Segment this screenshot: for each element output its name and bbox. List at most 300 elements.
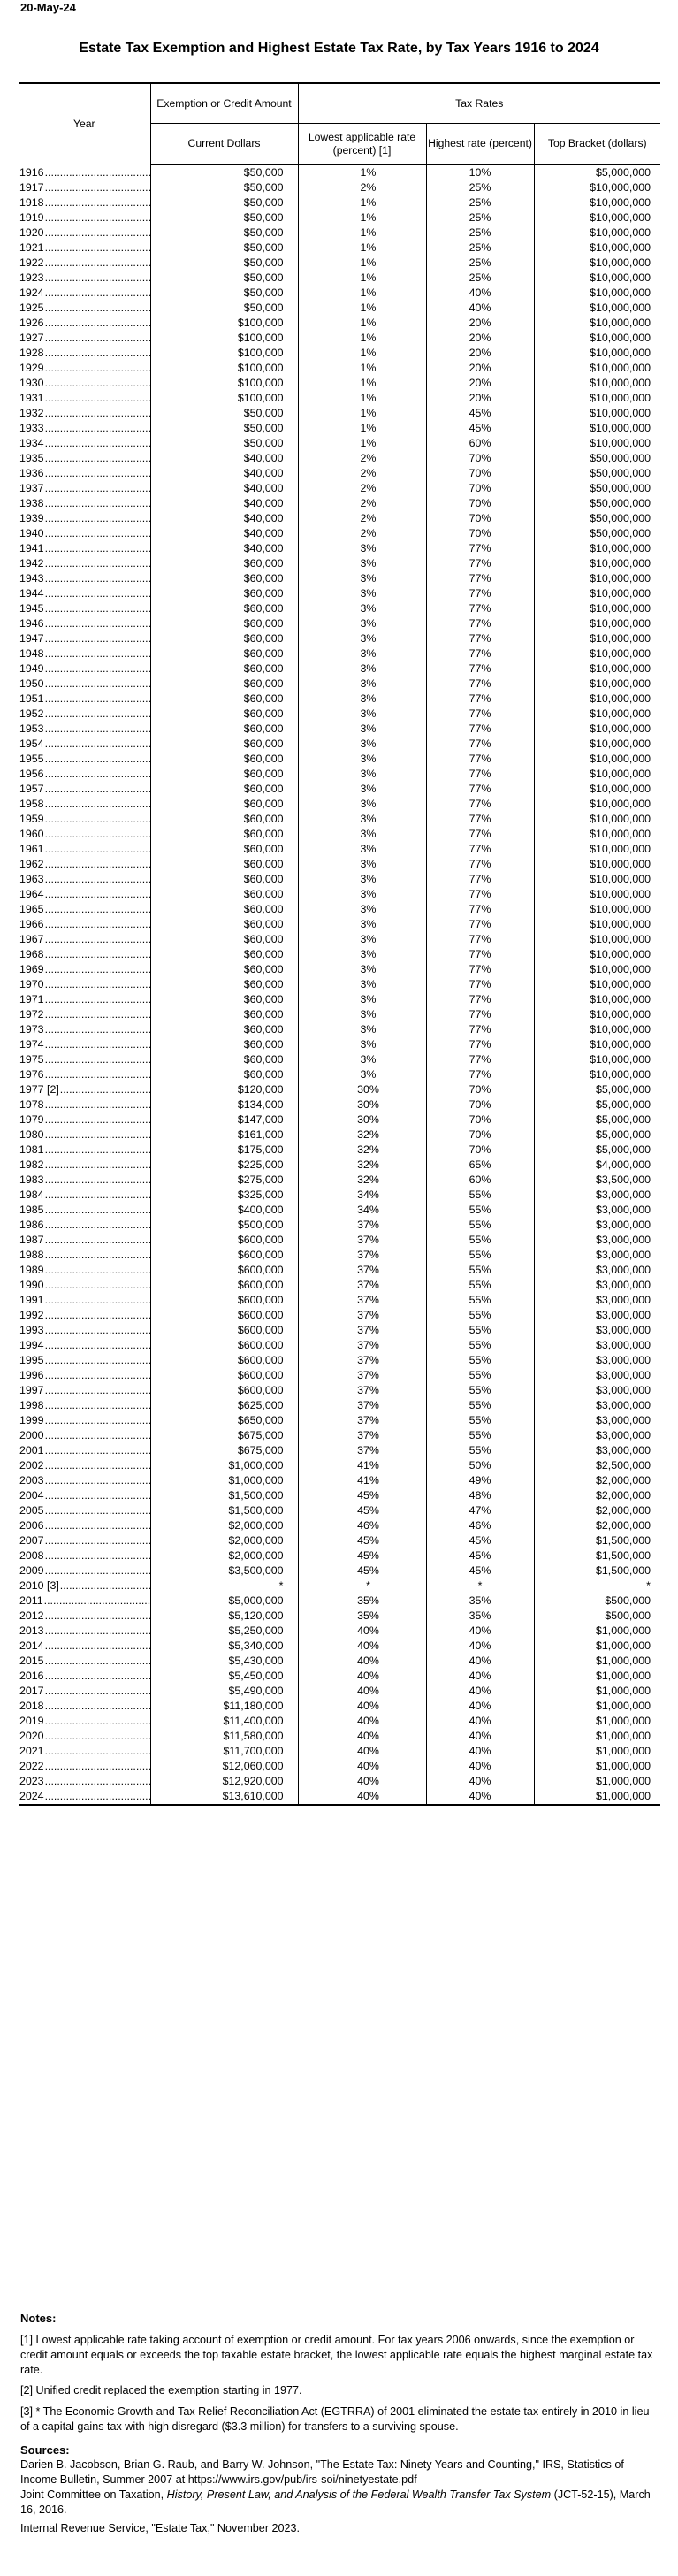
year-label: 2002 xyxy=(19,1459,44,1471)
lowest-rate-cell: 3% xyxy=(298,962,426,977)
highest-rate-cell: 70% xyxy=(426,481,534,496)
table-row xyxy=(19,1759,660,1774)
year-label: 1918 xyxy=(19,196,44,209)
year-cell xyxy=(19,586,150,601)
table-row xyxy=(19,466,660,481)
highest-rate-cell: 45% xyxy=(426,1548,534,1563)
year-cell xyxy=(19,1127,150,1143)
year-cell xyxy=(19,511,150,526)
highest-rate-cell: 55% xyxy=(426,1443,534,1458)
year-label: 2011 xyxy=(19,1594,43,1607)
lowest-rate-cell: 37% xyxy=(298,1353,426,1368)
year-cell xyxy=(19,692,150,707)
highest-rate-cell: 77% xyxy=(426,752,534,767)
year-label: 1955 xyxy=(19,753,44,765)
top-bracket-cell: $10,000,000 xyxy=(534,195,660,210)
year-label: 1986 xyxy=(19,1219,44,1231)
year-cell xyxy=(19,1173,150,1188)
top-bracket-cell: $50,000,000 xyxy=(534,481,660,496)
highest-rate-cell: 77% xyxy=(426,872,534,887)
exemption-cell: $675,000 xyxy=(150,1428,298,1443)
top-bracket-cell: $10,000,000 xyxy=(534,857,660,872)
highest-rate-cell: 40% xyxy=(426,1714,534,1729)
year-cell xyxy=(19,241,150,256)
year-cell xyxy=(19,436,150,451)
lowest-rate-cell: 2% xyxy=(298,526,426,541)
year-label: 1965 xyxy=(19,903,44,915)
highest-rate-cell: 40% xyxy=(426,1624,534,1639)
top-bracket-cell: $50,000,000 xyxy=(534,496,660,511)
highest-rate-cell: * xyxy=(426,1578,534,1594)
top-bracket-cell: $5,000,000 xyxy=(534,1112,660,1127)
highest-rate-cell: 77% xyxy=(426,1067,534,1082)
table-row xyxy=(19,917,660,932)
year-cell xyxy=(19,195,150,210)
top-bracket-cell: $3,000,000 xyxy=(534,1428,660,1443)
highest-rate-cell: 45% xyxy=(426,421,534,436)
top-bracket-cell: $4,000,000 xyxy=(534,1158,660,1173)
highest-rate-cell: 55% xyxy=(426,1398,534,1413)
exemption-cell: $50,000 xyxy=(150,164,298,180)
table-row xyxy=(19,1413,660,1428)
year-label: 2017 xyxy=(19,1685,44,1697)
year-cell xyxy=(19,1563,150,1578)
exemption-cell: $5,340,000 xyxy=(150,1639,298,1654)
lowest-rate-cell: 3% xyxy=(298,692,426,707)
year-label: 1922 xyxy=(19,256,44,269)
lowest-rate-cell: 3% xyxy=(298,1037,426,1052)
top-bracket-cell: $5,000,000 xyxy=(534,1097,660,1112)
year-cell xyxy=(19,180,150,195)
table-row xyxy=(19,1684,660,1699)
table-row xyxy=(19,1503,660,1518)
highest-rate-cell: 40% xyxy=(426,1729,534,1744)
top-bracket-cell: $10,000,000 xyxy=(534,887,660,902)
highest-rate-cell: 55% xyxy=(426,1203,534,1218)
exemption-cell: $60,000 xyxy=(150,962,298,977)
highest-rate-cell: 60% xyxy=(426,1173,534,1188)
top-bracket-cell: $10,000,000 xyxy=(534,947,660,962)
year-cell xyxy=(19,1398,150,1413)
highest-rate-cell: 55% xyxy=(426,1413,534,1428)
year-label: 1953 xyxy=(19,722,44,735)
exemption-cell: $40,000 xyxy=(150,496,298,511)
lowest-rate-cell: 1% xyxy=(298,376,426,391)
top-bracket-cell: $3,500,000 xyxy=(534,1173,660,1188)
year-cell xyxy=(19,1308,150,1323)
year-label: 2023 xyxy=(19,1775,44,1787)
year-label: 1978 xyxy=(19,1098,44,1111)
year-cell xyxy=(19,391,150,406)
top-bracket-cell: $10,000,000 xyxy=(534,406,660,421)
exemption-cell: $600,000 xyxy=(150,1308,298,1323)
exemption-cell: $2,000,000 xyxy=(150,1548,298,1563)
exemption-cell: $5,250,000 xyxy=(150,1624,298,1639)
year-label: 1928 xyxy=(19,347,44,359)
highest-rate-cell: 77% xyxy=(426,962,534,977)
top-bracket-cell: $10,000,000 xyxy=(534,256,660,271)
lowest-rate-cell: 3% xyxy=(298,737,426,752)
exemption-cell: $5,430,000 xyxy=(150,1654,298,1669)
top-bracket-cell: $10,000,000 xyxy=(534,210,660,225)
lowest-rate-cell: 37% xyxy=(298,1413,426,1428)
table-row xyxy=(19,586,660,601)
highest-rate-cell: 20% xyxy=(426,376,534,391)
year-cell xyxy=(19,1413,150,1428)
top-bracket-cell: $10,000,000 xyxy=(534,241,660,256)
year-cell xyxy=(19,616,150,631)
top-bracket-cell: $1,000,000 xyxy=(534,1774,660,1789)
highest-rate-cell: 55% xyxy=(426,1353,534,1368)
estate-tax-table xyxy=(19,82,660,1806)
year-label: 1985 xyxy=(19,1204,44,1216)
year-cell xyxy=(19,752,150,767)
highest-rate-cell: 40% xyxy=(426,1639,534,1654)
top-bracket-cell: $3,000,000 xyxy=(534,1218,660,1233)
table-row xyxy=(19,1052,660,1067)
year-cell xyxy=(19,1789,150,1805)
exemption-cell: $11,700,000 xyxy=(150,1744,298,1759)
year-cell xyxy=(19,1188,150,1203)
notes-section xyxy=(20,2311,659,2536)
year-cell xyxy=(19,1684,150,1699)
year-cell xyxy=(19,1744,150,1759)
top-bracket-cell: $10,000,000 xyxy=(534,180,660,195)
year-label: 1926 xyxy=(19,317,44,329)
highest-rate-cell: 40% xyxy=(426,1744,534,1759)
highest-rate-cell: 35% xyxy=(426,1609,534,1624)
exemption-cell: $600,000 xyxy=(150,1278,298,1293)
year-cell xyxy=(19,556,150,571)
top-bracket-cell: $3,000,000 xyxy=(534,1293,660,1308)
lowest-rate-cell: 3% xyxy=(298,992,426,1007)
exemption-cell: $11,400,000 xyxy=(150,1714,298,1729)
exemption-cell: $325,000 xyxy=(150,1188,298,1203)
highest-rate-cell: 70% xyxy=(426,526,534,541)
year-cell xyxy=(19,631,150,646)
table-row xyxy=(19,271,660,286)
table-row xyxy=(19,782,660,797)
table-row xyxy=(19,1248,660,1263)
exemption-cell: $40,000 xyxy=(150,511,298,526)
table-row xyxy=(19,301,660,316)
table-row xyxy=(19,571,660,586)
top-bracket-cell: $5,000,000 xyxy=(534,1127,660,1143)
lowest-rate-cell: 41% xyxy=(298,1458,426,1473)
top-bracket-cell: $10,000,000 xyxy=(534,752,660,767)
highest-rate-cell: 77% xyxy=(426,917,534,932)
top-bracket-cell: $1,000,000 xyxy=(534,1684,660,1699)
table-row xyxy=(19,857,660,872)
source-2-prefix: Joint Committee on Taxation, xyxy=(20,2488,167,2501)
top-bracket-cell: $2,000,000 xyxy=(534,1503,660,1518)
year-cell xyxy=(19,782,150,797)
table-row xyxy=(19,1744,660,1759)
lowest-rate-cell: 30% xyxy=(298,1097,426,1112)
table-row xyxy=(19,1458,660,1473)
year-cell xyxy=(19,1503,150,1518)
year-cell xyxy=(19,872,150,887)
lowest-rate-cell: 1% xyxy=(298,241,426,256)
highest-rate-cell: 40% xyxy=(426,1789,534,1805)
year-cell xyxy=(19,1037,150,1052)
table-body xyxy=(19,164,660,1805)
top-bracket-cell: $50,000,000 xyxy=(534,526,660,541)
top-bracket-cell: $10,000,000 xyxy=(534,316,660,331)
exemption-cell: $40,000 xyxy=(150,526,298,541)
top-bracket-cell: $3,000,000 xyxy=(534,1353,660,1368)
lowest-rate-cell: 1% xyxy=(298,286,426,301)
table-row xyxy=(19,511,660,526)
lowest-rate-cell: 1% xyxy=(298,256,426,271)
lowest-rate-cell: 37% xyxy=(298,1218,426,1233)
lowest-rate-cell: 32% xyxy=(298,1143,426,1158)
highest-rate-cell: 45% xyxy=(426,1533,534,1548)
lowest-rate-cell: 3% xyxy=(298,1067,426,1082)
year-label: 1924 xyxy=(19,287,44,299)
lowest-rate-cell: 40% xyxy=(298,1669,426,1684)
year-cell xyxy=(19,1007,150,1022)
year-cell xyxy=(19,1729,150,1744)
year-label: 1939 xyxy=(19,512,44,524)
exemption-cell: $675,000 xyxy=(150,1443,298,1458)
top-bracket-cell: $10,000,000 xyxy=(534,902,660,917)
lowest-rate-cell: 37% xyxy=(298,1428,426,1443)
year-label: 1969 xyxy=(19,963,44,975)
table-row xyxy=(19,195,660,210)
highest-rate-cell: 70% xyxy=(426,1143,534,1158)
exemption-cell: $40,000 xyxy=(150,466,298,481)
table-row xyxy=(19,1143,660,1158)
highest-rate-cell: 25% xyxy=(426,195,534,210)
year-cell xyxy=(19,1443,150,1458)
lowest-rate-cell: 1% xyxy=(298,225,426,241)
year-label: 1976 xyxy=(19,1068,44,1081)
top-bracket-cell: $10,000,000 xyxy=(534,571,660,586)
year-cell xyxy=(19,1158,150,1173)
table-row xyxy=(19,210,660,225)
exemption-cell: $50,000 xyxy=(150,195,298,210)
lowest-rate-cell: 2% xyxy=(298,481,426,496)
highest-rate-cell: 77% xyxy=(426,601,534,616)
year-label: 1927 xyxy=(19,332,44,344)
top-bracket-cell: $10,000,000 xyxy=(534,421,660,436)
lowest-rate-cell: 37% xyxy=(298,1368,426,1383)
year-cell xyxy=(19,1022,150,1037)
highest-rate-cell: 40% xyxy=(426,1759,534,1774)
year-cell xyxy=(19,737,150,752)
year-label: 2016 xyxy=(19,1670,44,1682)
table-row xyxy=(19,1278,660,1293)
highest-rate-cell: 55% xyxy=(426,1428,534,1443)
lowest-rate-cell: 3% xyxy=(298,586,426,601)
year-cell xyxy=(19,1594,150,1609)
top-bracket-cell: $3,000,000 xyxy=(534,1263,660,1278)
year-label: 2024 xyxy=(19,1790,44,1802)
table-row xyxy=(19,1609,660,1624)
exemption-cell: $1,500,000 xyxy=(150,1503,298,1518)
exemption-cell: $500,000 xyxy=(150,1218,298,1233)
lowest-rate-cell: 34% xyxy=(298,1188,426,1203)
year-cell xyxy=(19,1112,150,1127)
top-bracket-cell: $10,000,000 xyxy=(534,842,660,857)
year-cell xyxy=(19,767,150,782)
year-cell xyxy=(19,1082,150,1097)
table-row xyxy=(19,436,660,451)
table-row xyxy=(19,376,660,391)
exemption-cell: $1,500,000 xyxy=(150,1488,298,1503)
year-cell xyxy=(19,842,150,857)
table-row xyxy=(19,872,660,887)
table-row xyxy=(19,646,660,661)
table-row xyxy=(19,1097,660,1112)
year-label: 1962 xyxy=(19,858,44,870)
top-bracket-cell: $10,000,000 xyxy=(534,977,660,992)
exemption-cell: $1,000,000 xyxy=(150,1473,298,1488)
table-row xyxy=(19,707,660,722)
year-cell xyxy=(19,797,150,812)
top-bracket-cell: $10,000,000 xyxy=(534,436,660,451)
highest-rate-cell: 77% xyxy=(426,646,534,661)
lowest-rate-cell: 2% xyxy=(298,511,426,526)
exemption-cell: $275,000 xyxy=(150,1173,298,1188)
table-row xyxy=(19,887,660,902)
year-label: 2003 xyxy=(19,1474,44,1487)
table-row xyxy=(19,1353,660,1368)
table-row xyxy=(19,451,660,466)
year-label: 1932 xyxy=(19,407,44,419)
year-label: 1935 xyxy=(19,452,44,464)
highest-rate-cell: 60% xyxy=(426,436,534,451)
top-bracket-cell: $3,000,000 xyxy=(534,1203,660,1218)
highest-rate-cell: 45% xyxy=(426,406,534,421)
lowest-rate-cell: 3% xyxy=(298,797,426,812)
note-2: [2] Unified credit replaced the exemption starting in 1977. xyxy=(20,2384,302,2396)
lowest-rate-cell: 37% xyxy=(298,1398,426,1413)
highest-rate-cell: 55% xyxy=(426,1278,534,1293)
year-cell xyxy=(19,1097,150,1112)
exemption-cell: $60,000 xyxy=(150,616,298,631)
lowest-rate-cell: 1% xyxy=(298,421,426,436)
lowest-rate-cell: 30% xyxy=(298,1082,426,1097)
exemption-cell: $60,000 xyxy=(150,631,298,646)
lowest-rate-cell: 40% xyxy=(298,1699,426,1714)
exemption-cell: $50,000 xyxy=(150,241,298,256)
header-highest-rate: Highest rate (percent) xyxy=(426,124,534,165)
highest-rate-cell: 47% xyxy=(426,1503,534,1518)
table-row xyxy=(19,1594,660,1609)
year-label: 1917 xyxy=(19,181,44,194)
highest-rate-cell: 77% xyxy=(426,797,534,812)
highest-rate-cell: 49% xyxy=(426,1473,534,1488)
table-row xyxy=(19,1639,660,1654)
year-label: 1945 xyxy=(19,602,44,615)
table-row xyxy=(19,722,660,737)
highest-rate-cell: 46% xyxy=(426,1518,534,1533)
table-row xyxy=(19,1022,660,1037)
lowest-rate-cell: 40% xyxy=(298,1759,426,1774)
lowest-rate-cell: 46% xyxy=(298,1518,426,1533)
top-bracket-cell: $10,000,000 xyxy=(534,376,660,391)
year-label: 1996 xyxy=(19,1369,44,1381)
lowest-rate-cell: 32% xyxy=(298,1127,426,1143)
table-row xyxy=(19,1729,660,1744)
year-cell xyxy=(19,1654,150,1669)
highest-rate-cell: 70% xyxy=(426,1127,534,1143)
exemption-cell: $2,000,000 xyxy=(150,1518,298,1533)
top-bracket-cell: $10,000,000 xyxy=(534,361,660,376)
exemption-cell: $3,500,000 xyxy=(150,1563,298,1578)
top-bracket-cell: $5,000,000 xyxy=(534,1082,660,1097)
table-row xyxy=(19,1669,660,1684)
lowest-rate-cell: 32% xyxy=(298,1158,426,1173)
lowest-rate-cell: 40% xyxy=(298,1774,426,1789)
top-bracket-cell: $3,000,000 xyxy=(534,1323,660,1338)
sources-heading: Sources: xyxy=(20,2443,70,2457)
year-label: 1947 xyxy=(19,632,44,645)
year-cell xyxy=(19,932,150,947)
table-row xyxy=(19,947,660,962)
exemption-cell: $600,000 xyxy=(150,1233,298,1248)
exemption-cell: $600,000 xyxy=(150,1293,298,1308)
table-row xyxy=(19,1112,660,1127)
table-row xyxy=(19,812,660,827)
year-label: 1999 xyxy=(19,1414,44,1426)
top-bracket-cell: $10,000,000 xyxy=(534,932,660,947)
exemption-cell: $60,000 xyxy=(150,692,298,707)
lowest-rate-cell: 40% xyxy=(298,1714,426,1729)
exemption-cell: $225,000 xyxy=(150,1158,298,1173)
year-label: 1957 xyxy=(19,783,44,795)
highest-rate-cell: 77% xyxy=(426,827,534,842)
top-bracket-cell: $1,000,000 xyxy=(534,1759,660,1774)
lowest-rate-cell: 41% xyxy=(298,1473,426,1488)
exemption-cell: $5,120,000 xyxy=(150,1609,298,1624)
exemption-cell: $5,450,000 xyxy=(150,1669,298,1684)
lowest-rate-cell: 3% xyxy=(298,842,426,857)
highest-rate-cell: 77% xyxy=(426,782,534,797)
year-label: 1981 xyxy=(19,1143,44,1156)
exemption-cell: $60,000 xyxy=(150,586,298,601)
year-label: 1942 xyxy=(19,557,44,569)
year-label: 1920 xyxy=(19,226,44,239)
table-row xyxy=(19,932,660,947)
year-label: 1956 xyxy=(19,768,44,780)
table-row xyxy=(19,616,660,631)
table-row xyxy=(19,1007,660,1022)
exemption-cell: $600,000 xyxy=(150,1248,298,1263)
top-bracket-cell: $10,000,000 xyxy=(534,1007,660,1022)
exemption-cell: $50,000 xyxy=(150,301,298,316)
lowest-rate-cell: 30% xyxy=(298,1112,426,1127)
highest-rate-cell: 77% xyxy=(426,857,534,872)
table-row xyxy=(19,902,660,917)
highest-rate-cell: 40% xyxy=(426,1654,534,1669)
top-bracket-cell: $3,000,000 xyxy=(534,1368,660,1383)
year-cell xyxy=(19,1759,150,1774)
top-bracket-cell: $10,000,000 xyxy=(534,646,660,661)
year-cell xyxy=(19,481,150,496)
year-label: 1984 xyxy=(19,1189,44,1201)
year-label: 2020 xyxy=(19,1730,44,1742)
highest-rate-cell: 55% xyxy=(426,1368,534,1383)
year-label: 2004 xyxy=(19,1489,44,1502)
top-bracket-cell: $10,000,000 xyxy=(534,601,660,616)
year-cell xyxy=(19,256,150,271)
highest-rate-cell: 77% xyxy=(426,932,534,947)
year-cell xyxy=(19,421,150,436)
lowest-rate-cell: 40% xyxy=(298,1729,426,1744)
